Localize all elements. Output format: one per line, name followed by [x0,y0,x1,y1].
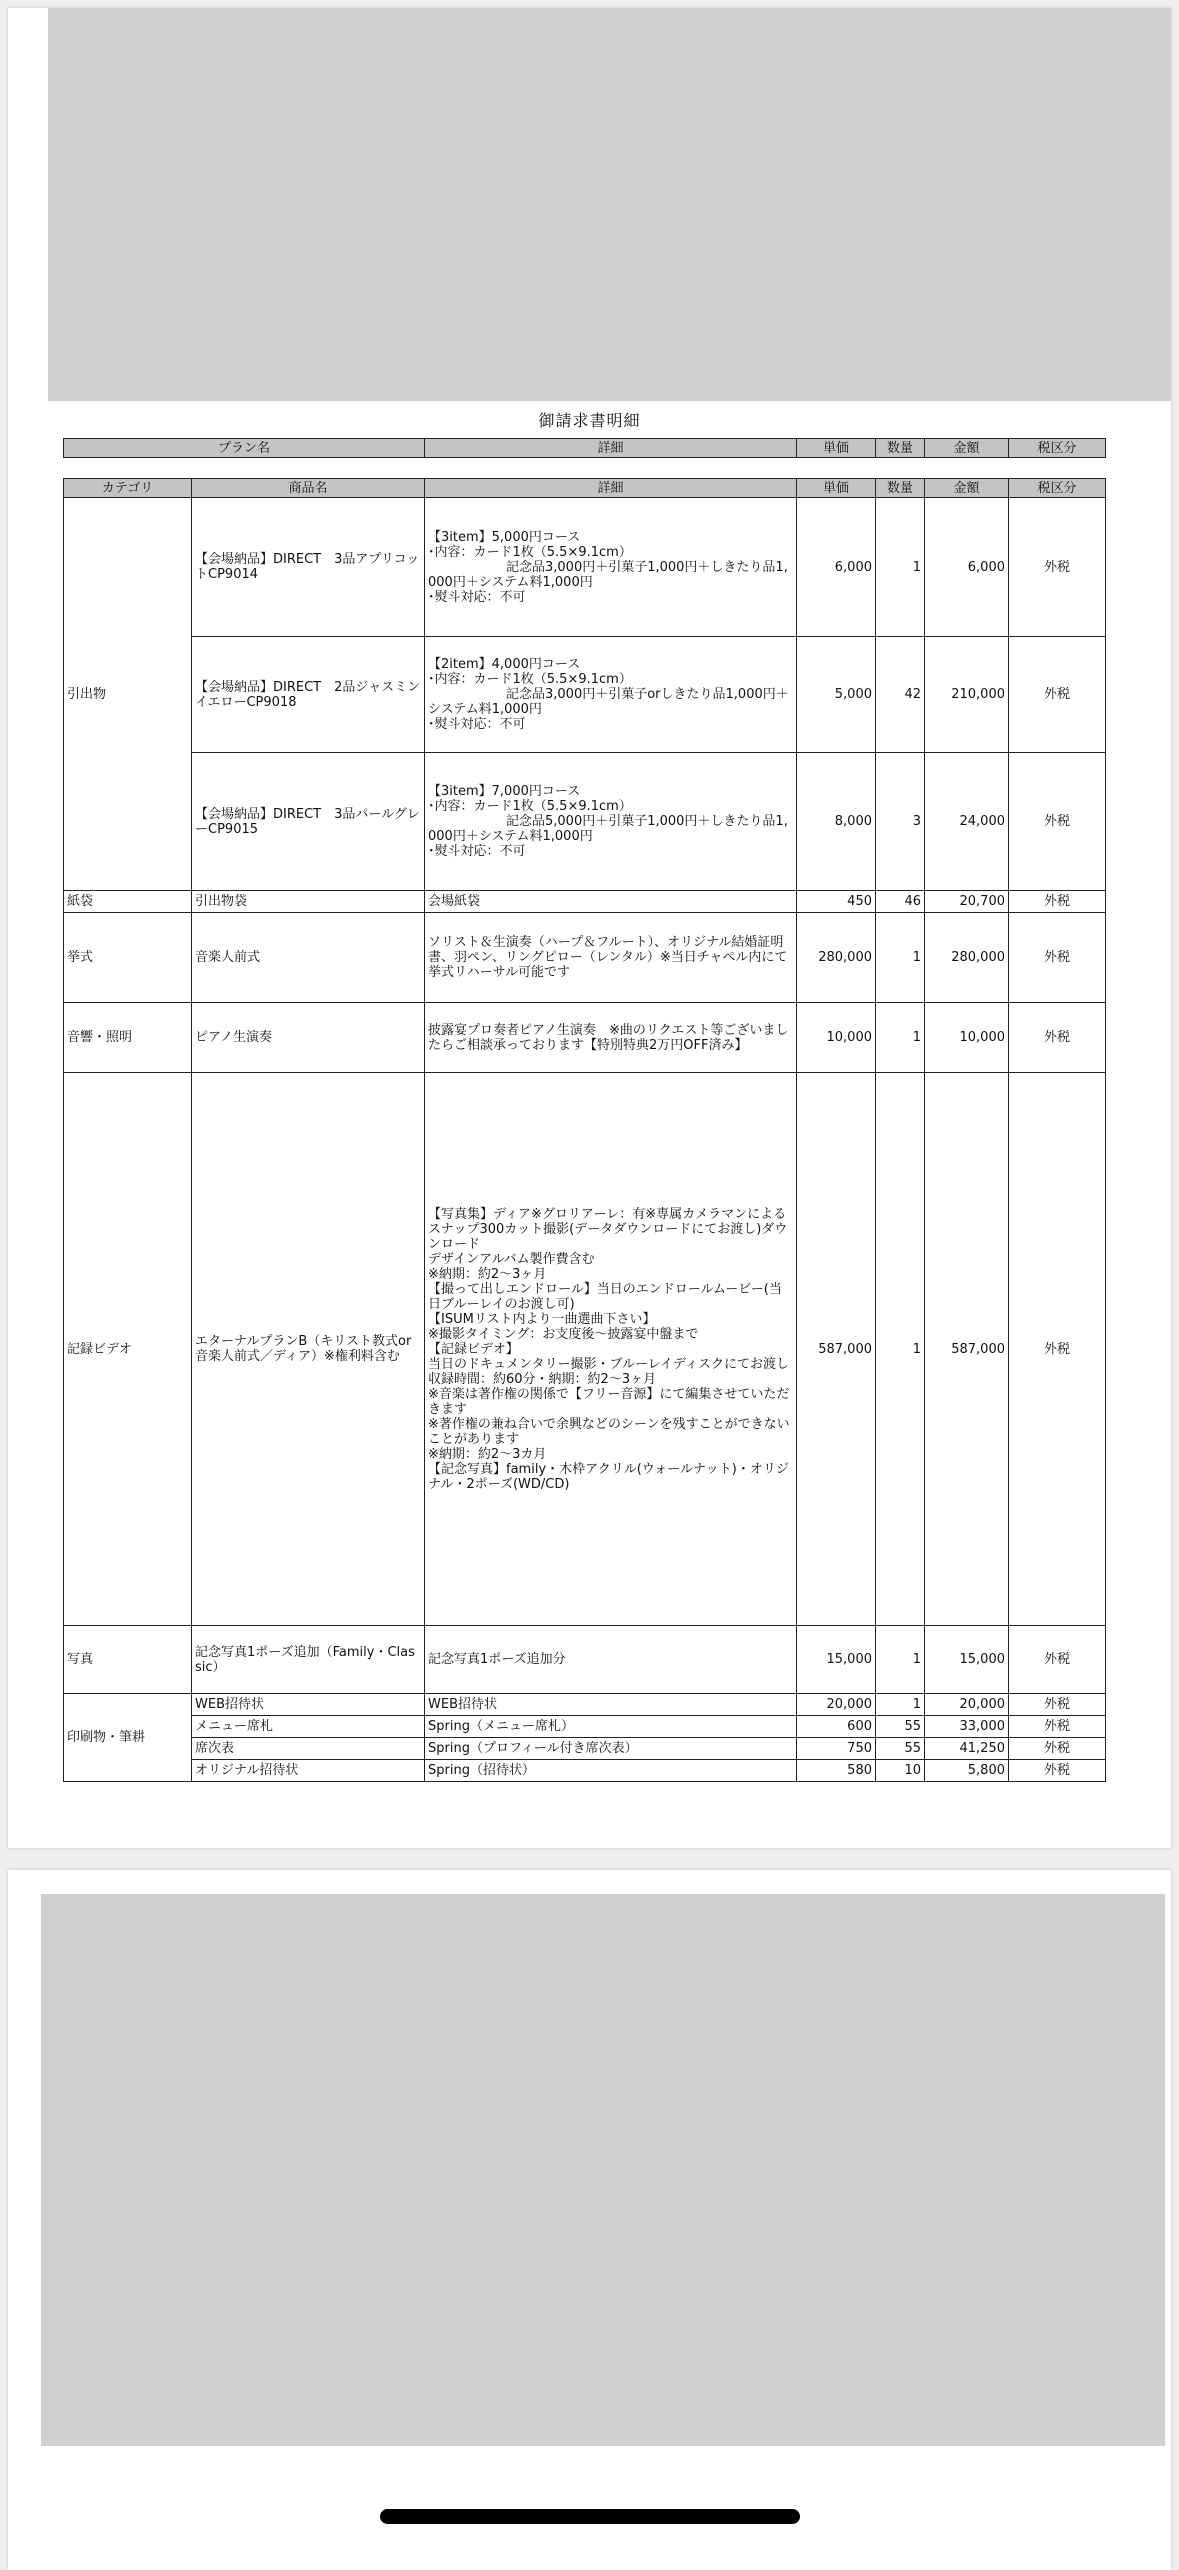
quantity-cell: 1 [876,1073,925,1626]
detail-cell: Spring（招待状） [425,1760,797,1782]
table-row [64,1738,1106,1760]
amount-cell: 20,000 [925,1694,1009,1716]
tax-type-cell: 外税 [1009,1626,1106,1694]
tax-type-cell: 外税 [1009,753,1106,891]
product-name-cell: 引出物袋 [192,891,425,913]
plan-name-header: プラン名 [64,439,425,458]
amount-cell: 210,000 [925,637,1009,753]
product-name-cell: 記念写真1ポーズ追加（Family・Classic） [192,1626,425,1694]
table-row [64,891,1106,913]
unit-price-cell: 15,000 [797,1626,876,1694]
category-cell: 挙式 [64,913,192,1003]
product-name-cell: 席次表 [192,1738,425,1760]
amount-header: 金額 [925,479,1009,498]
plan-detail-header: 詳細 [425,439,797,458]
tax-type-cell: 外税 [1009,1738,1106,1760]
table-row [64,498,1106,637]
unit-price-cell: 280,000 [797,913,876,1003]
unit-price-cell: 600 [797,1716,876,1738]
category-cell: 記録ビデオ [64,1073,192,1626]
unit-price-cell: 5,000 [797,637,876,753]
product-name-cell: 音楽人前式 [192,913,425,1003]
table-row [64,1003,1106,1073]
quantity-cell: 1 [876,1003,925,1073]
invoice-page-1 [8,8,1171,1848]
plan-price-header: 単価 [797,439,876,458]
category-cell: 紙袋 [64,891,192,913]
unit-price-header: 単価 [797,479,876,498]
quantity-cell: 1 [876,1626,925,1694]
category-cell: 引出物 [64,498,192,891]
detail-cell: 記念写真1ポーズ追加分 [425,1626,797,1694]
tax-type-cell: 外税 [1009,1760,1106,1782]
quantity-header: 数量 [876,479,925,498]
amount-cell: 41,250 [925,1738,1009,1760]
detail-cell: ソリスト＆生演奏（ハープ＆フルート）、オリジナル結婚証明書、羽ペン、リングピロー（レンタル）※当日チャペル内にて挙式リハーサル可能です [425,913,797,1003]
unit-price-cell: 450 [797,891,876,913]
detail-cell: 会場紙袋 [425,891,797,913]
redacted-header-block [48,8,1171,401]
invoice-page-2 [8,1870,1171,2570]
tax-type-cell: 外税 [1009,637,1106,753]
detail-cell: Spring（プロフィール付き席次表） [425,1738,797,1760]
quantity-cell: 10 [876,1760,925,1782]
product-name-header: 商品名 [192,479,425,498]
amount-cell: 33,000 [925,1716,1009,1738]
table-row [64,913,1106,1003]
table-row [64,637,1106,753]
product-name-cell: 【会場納品】DIRECT 3品アプリコットCP9014 [192,498,425,637]
tax-type-cell: 外税 [1009,1073,1106,1626]
plan-tax-header: 税区分 [1009,439,1106,458]
plan-amount-header: 金額 [925,439,1009,458]
amount-cell: 15,000 [925,1626,1009,1694]
category-cell: 写真 [64,1626,192,1694]
detail-cell: 【3item】5,000円コース ･内容：カード1枚（5.5×9.1cm） 記念品3,000円＋引菓子1,000円＋しきたり品1,000円＋システム料1,000円 ･熨斗対応：不可 [425,498,797,637]
amount-cell: 587,000 [925,1073,1009,1626]
product-name-cell: エターナルプランB（キリスト教式or音楽人前式／ディア）※権利料含む [192,1073,425,1626]
amount-cell: 24,000 [925,753,1009,891]
unit-price-cell: 580 [797,1760,876,1782]
redacted-footer-block [41,1894,1165,2446]
detail-cell: WEB招待状 [425,1694,797,1716]
tax-type-cell: 外税 [1009,891,1106,913]
table-row [64,1073,1106,1626]
unit-price-cell: 10,000 [797,1003,876,1073]
quantity-cell: 1 [876,913,925,1003]
document-title: 御請求書明細 [538,411,641,430]
unit-price-cell: 6,000 [797,498,876,637]
invoice-rows [64,498,1106,1782]
product-name-cell: メニュー席札 [192,1716,425,1738]
table-header-row [64,479,1106,498]
tax-type-cell: 外税 [1009,1716,1106,1738]
home-indicator[interactable] [380,2509,800,2524]
unit-price-cell: 20,000 [797,1694,876,1716]
tax-type-cell: 外税 [1009,913,1106,1003]
amount-cell: 10,000 [925,1003,1009,1073]
tax-type-cell: 外税 [1009,498,1106,637]
table-row [64,1760,1106,1782]
tax-type-cell: 外税 [1009,1694,1106,1716]
product-name-cell: ピアノ生演奏 [192,1003,425,1073]
category-header: カテゴリ [64,479,192,498]
plan-qty-header: 数量 [876,439,925,458]
table-row [64,1626,1106,1694]
quantity-cell: 46 [876,891,925,913]
quantity-cell: 55 [876,1738,925,1760]
table-row [64,1716,1106,1738]
category-cell: 音響・照明 [64,1003,192,1073]
detail-header: 詳細 [425,479,797,498]
plan-header-row [64,439,1106,458]
detail-cell: Spring（メニュー席札） [425,1716,797,1738]
table-row [64,1694,1106,1716]
tax-type-cell: 外税 [1009,1003,1106,1073]
product-name-cell: 【会場納品】DIRECT 3品パールグレーCP9015 [192,753,425,891]
quantity-cell: 1 [876,498,925,637]
quantity-cell: 3 [876,753,925,891]
unit-price-cell: 587,000 [797,1073,876,1626]
unit-price-cell: 8,000 [797,753,876,891]
detail-cell: 【写真集】ディア※グロリアーレ：有※専属カメラマンによるスナップ300カット撮影(データダウンロードにてお渡し)ダウンロード デザインアルバム製作費含む ※納期：約2〜3ヶ月 【撮って出しエンドロール】当日のエンドロールムービー(当日ブルーレイのお渡し可) 【ISUMリスト内より一曲選曲下さい】 ※撮影タイミング：お支度後〜披露宴中盤まで 【記録ビデオ】 当日のドキュメンタリー撮影・ブルーレイディスクにてお渡し 収録時間：約60分・納期：約2〜3ヶ月 ※音楽は著作権の関係で【フリー音源】にて編集させていただきます ※著作権の兼ね合いで余興などのシーンを残すことができないことがあります ※納期：約2〜3カ月 【記念写真】family・木枠アクリル(ウォールナット)・オリジナル・2ポーズ(WD/CD) [425,1073,797,1626]
table-row [64,753,1106,891]
product-name-cell: オリジナル招待状 [192,1760,425,1782]
amount-cell: 6,000 [925,498,1009,637]
quantity-cell: 55 [876,1716,925,1738]
amount-cell: 20,700 [925,891,1009,913]
plan-summary-table [63,438,1106,458]
amount-cell: 5,800 [925,1760,1009,1782]
product-name-cell: 【会場納品】DIRECT 2品ジャスミンイエローCP9018 [192,637,425,753]
detail-cell: 【3item】7,000円コース ･内容：カード1枚（5.5×9.1cm） 記念品5,000円＋引菓子1,000円＋しきたり品1,000円＋システム料1,000円 ･熨斗対応：不可 [425,753,797,891]
detail-cell: 【2item】4,000円コース ･内容：カード1枚（5.5×9.1cm） 記念品3,000円＋引菓子orしきたり品1,000円＋システム料1,000円 ･熨斗対応：不可 [425,637,797,753]
quantity-cell: 42 [876,637,925,753]
quantity-cell: 1 [876,1694,925,1716]
invoice-detail-table [63,478,1106,1782]
amount-cell: 280,000 [925,913,1009,1003]
tax-type-header: 税区分 [1009,479,1106,498]
category-cell: 印刷物・筆耕 [64,1694,192,1782]
unit-price-cell: 750 [797,1738,876,1760]
product-name-cell: WEB招待状 [192,1694,425,1716]
detail-cell: 披露宴プロ奏者ピアノ生演奏 ※曲のリクエスト等ございましたらご相談承っております【特別特典2万円OFF済み】 [425,1003,797,1073]
